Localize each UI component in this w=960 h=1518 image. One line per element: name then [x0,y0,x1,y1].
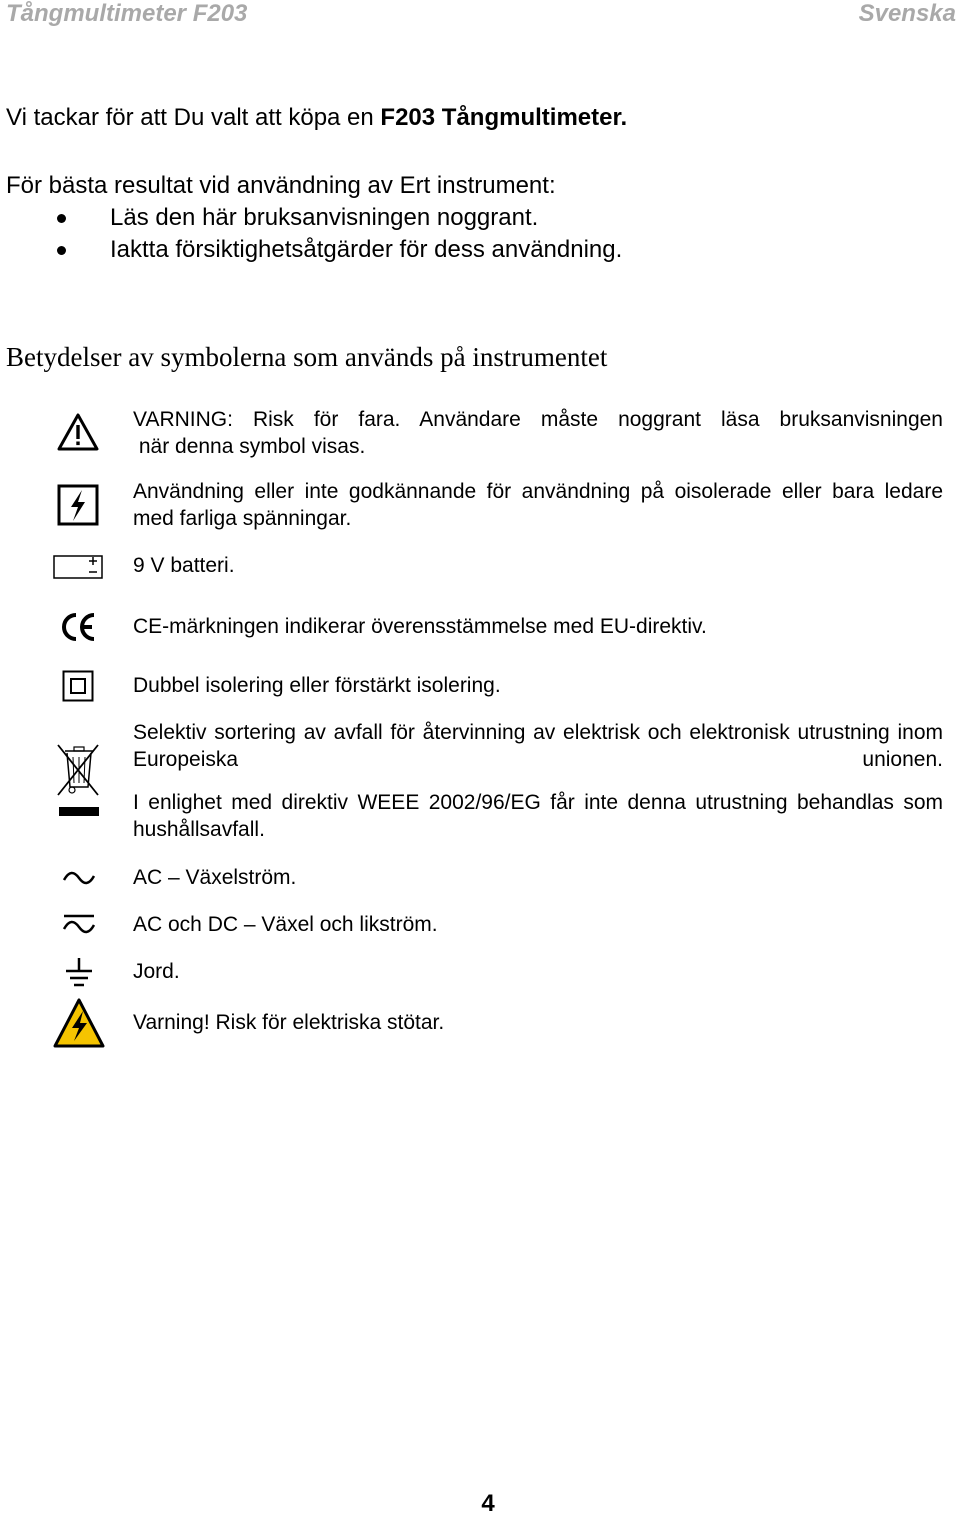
language-label: Svenska [858,0,956,27]
warning-triangle-icon [57,413,99,451]
list-item: Läs den här bruksanvisningen noggrant. [55,203,622,235]
symbol-description: Jord. [133,960,180,983]
bullet-icon [57,246,66,255]
ce-mark-icon [60,611,98,643]
bullet-icon [57,214,66,223]
lead-paragraph: För bästa resultat vid användning av Ert instrument: [6,172,556,199]
high-voltage-warning-icon [52,997,106,1049]
symbol-description: Användning eller inte godkännande för användning på oisolerade eller bara ledare med farliga spänningar. [133,480,943,530]
list-item: Iaktta försiktighetsåtgärder för dess användning. [55,235,622,267]
symbol-description-weee-directive: I enlighet med direktiv WEEE 2002/96/EG får inte denna utrustning behandlas som hushållsavfall. [133,791,943,841]
symbol-description: Dubbel isolering eller förstärkt isolering. [133,674,501,697]
ground-icon [64,957,94,989]
document-title: Tångmultimeter F203 [6,0,248,27]
symbol-description: VARNING: Risk för fara. Användare måste noggrant läsa bruksanvisningen när denna symbol visas. [133,408,943,458]
battery-icon [53,554,105,580]
symbol-description: AC och DC – Växel och likström. [133,913,438,936]
weee-bin-icon [55,743,101,819]
intro-product: F203 Tångmultimeter. [380,104,628,131]
instruction-list [55,203,622,267]
symbol-description: Varning! Risk för elektriska stötar. [133,1011,445,1034]
ac-icon [62,869,96,887]
ac-dc-icon [62,913,96,937]
symbol-description: Selektiv sortering av avfall för återvinning av elektrisk och elektronisk utrustning inom Europeiska unionen. [133,721,943,771]
intro-paragraph [6,104,627,132]
section-heading: Betydelser av symbolerna som används på instrumentet [6,342,608,372]
double-insulation-icon [62,670,94,702]
symbol-description: 9 V batteri. [133,554,235,577]
page-number: 4 [481,1490,495,1517]
insulated-conductor-icon [57,484,99,526]
symbol-description: CE-märkningen indikerar överensstämmelse med EU-direktiv. [133,615,707,638]
intro-text: Vi tackar för att Du valt att köpa en [6,104,381,131]
symbol-description: AC – Växelström. [133,866,297,889]
